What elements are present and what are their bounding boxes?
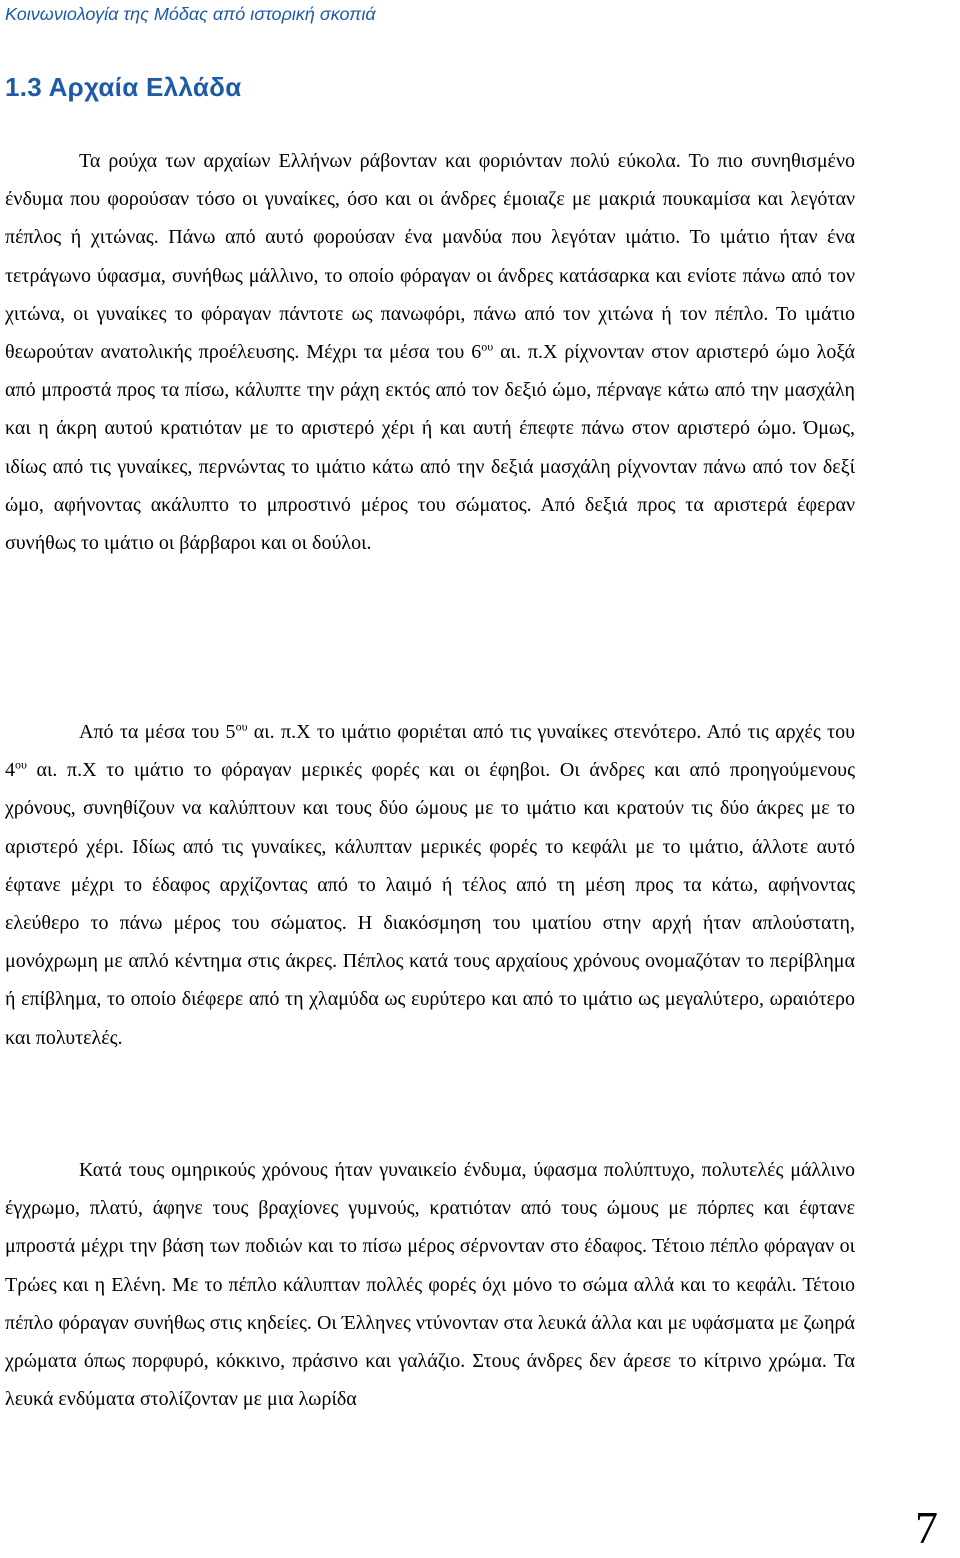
- ordinal-superscript: ου: [15, 757, 27, 772]
- paragraph-3: [5, 1151, 855, 1418]
- paragraph-3-text: Κατά τους ομηρικούς χρόνους ήταν γυναικείο ένδυμα, ύφασμα πολύπτυχο, πολυτελές μάλλινο έγχρωμο, πλατύ, άφηνε τους βραχίονες γυμνούς, κρατιόταν από τους ώμους με πόρπες και έφτανε μπροστά μέχρι την βάση των ποδιών και το πίσω μέρος σέρνονταν στο έδαφος. Τέτοιο πέπλο φόραγαν οι Τρώες και η Ελένη. Με το πέπλο κάλυπταν πολλές φορές όχι μόνο το σώμα αλλά και το κεφάλι. Τέτοιο πέπλο φόραγαν συνήθως στις κηδείες. Οι Έλληνες ντύνονταν στα λευκά άλλα και με υφάσματα με ζωηρά χρώματα όπως πορφυρό, κόκκινο, πράσινο και γαλάζιο. Στους άνδρες δεν άρεσε το κίτρινο χρώμα. Τα λευκά ενδύματα στολίζονταν με μια λωρίδα: [5, 1159, 855, 1411]
- section-title: 1.3 Αρχαία Ελλάδα: [5, 72, 242, 102]
- paragraph-2: [5, 713, 855, 1057]
- paragraph-2-text-b: αι. π.Χ το ιμάτιο φοριέται από τις γυναίκες στενότερο. Από τις αρχές του 4: [5, 721, 855, 782]
- paragraph-1-text-b: αι. π.Χ ρίχνονταν στον αριστερό ώμο λοξά από μπροστά προς τα πίσω, κάλυπτε την ράχη εκτός από τον δεξιό ώμο, πέρναγε κάτω από την μασχάλη και η άκρη αυτού κρατιόταν με το αριστερό χέρι ή και αυτή έπεφτε πάνω στον αριστερό ώμο. Όμως, ιδίως από τις γυναίκες, περνώντας το ιμάτιο κάτω από την δεξιά μασχάλη ρίχνονταν πάνω από τον δεξί ώμο, αφήνοντας ακάλυπτο το μπροστινό μέρος του σώματος. Από δεξιά προς τα αριστερά έφεραν συνήθως το ιμάτιο οι βάρβαροι και οι δούλοι.: [5, 341, 855, 555]
- paragraph-2-text-a: Από τα μέσα του 5: [79, 721, 236, 743]
- ordinal-superscript: ου: [481, 339, 494, 354]
- page-number: 7: [915, 1502, 938, 1553]
- ordinal-superscript: ου: [235, 719, 248, 734]
- paragraph-2-text-c: αι. π.Χ το ιμάτιο το φόραγαν μερικές φορές και οι έφηβοι. Οι άνδρες και από προηγούμενους χρόνους, συνηθίζουν να καλύπτουν και τους δύο ώμους με το ιμάτιο και κρατούν τις δύο άκρες με το αριστερό χέρι. Ιδίως από τις γυναίκες, κάλυπταν μερικές φορές το κεφάλι με το ιμάτιο, άλλοτε αυτό έφτανε μέχρι το έδαφος αρχίζοντας από το λαιμό ή τέλος από τη μέση προς τα κάτω, αφήνοντας ελεύθερο το πάνω μέρος του σώματος. Η διακόσμηση του ιματίου στην αρχή ήταν απλούστατη, μονόχρωμη με απλό κέντημα στις άκρες. Πέπλος κατά τους αρχαίους χρόνους ονομαζόταν το περίβλημα ή επίβλημα, το οποίο διέφερε από τη χλαμύδα ως ευρύτερο και από το ιμάτιο ως μεγαλύτερο, ωραιότερο και πολυτελές.: [5, 759, 855, 1049]
- paragraph-1-text-a: Τα ρούχα των αρχαίων Ελλήνων ράβονταν και φοριόνταν πολύ εύκολα. Το πιο συνηθισμένο ένδυμα που φορούσαν τόσο οι γυναίκες, όσο και οι άνδρες έμοιαζε με μακριά πουκαμίσα και λεγόταν πέπλος ή χιτώνας. Πάνω από αυτό φορούσαν ένα μανδύα που λεγόταν ιμάτιο. Το ιμάτιο ήταν ένα τετράγωνο ύφασμα, συνήθως μάλλινο, το οποίο φόραγαν οι άνδρες κατάσαρκα και ενίοτε πάνω από τον χιτώνα, οι γυναίκες το φόραγαν πάντοτε ως πανωφόρι, πάνω από τον χιτώνα ή τον πέπλο. Το ιμάτιο θεωρούταν ανατολικής προέλευσης. Μέχρι τα μέσα του 6: [5, 150, 855, 364]
- running-header: Κοινωνιολογία της Μόδας από ιστορική σκοπιά: [5, 4, 376, 24]
- paragraph-1: [5, 142, 855, 562]
